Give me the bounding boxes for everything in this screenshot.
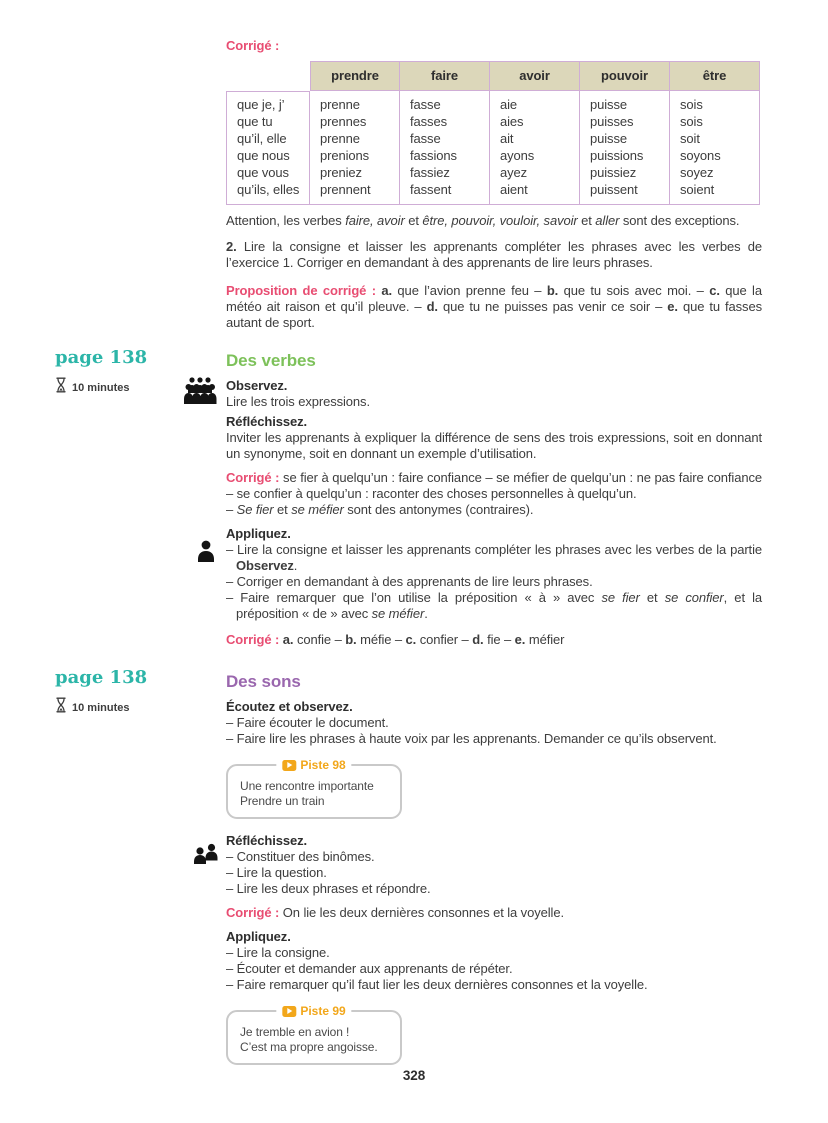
ecoutez-heading: Écoutez et observez. xyxy=(226,699,353,714)
cell: ayons xyxy=(490,148,580,165)
bullet: – Corriger en demandant à des apprenants de lire leurs phrases. xyxy=(226,574,593,589)
duration-label: 10 minutes xyxy=(72,381,130,394)
bullet: – Faire écouter le document. xyxy=(226,715,389,730)
cell: fasse xyxy=(400,91,490,114)
corrige-paragraph: Corrigé : On lie les deux dernières consonnes et la voyelle. xyxy=(226,905,564,920)
corrige-answers: Corrigé : a. confie – b. méfie – c. confier – d. fie – e. méfier xyxy=(226,632,565,647)
audio-track-box xyxy=(226,758,402,819)
section-title: Des sons xyxy=(226,672,301,691)
cell: preniez xyxy=(310,165,400,182)
cell: prenne xyxy=(310,91,400,114)
bullet: – Faire remarquer que l’on utilise la préposition « à » avec se fier et se confier, et la préposition « de » avec se méfier. xyxy=(226,590,762,621)
conjugation-table xyxy=(226,61,760,205)
row-label: qu’ils, elles xyxy=(226,182,310,205)
cell: ayez xyxy=(490,165,580,182)
cell: sois xyxy=(670,114,760,131)
bullet: – Lire les deux phrases et répondre. xyxy=(226,881,431,896)
group-activity-icon xyxy=(183,377,217,408)
observez-heading: Observez. xyxy=(226,378,288,393)
cell: soyez xyxy=(670,165,760,182)
cell: soit xyxy=(670,131,760,148)
cell: fassiez xyxy=(400,165,490,182)
cell: puisse xyxy=(580,91,670,114)
table-row xyxy=(226,114,760,131)
cell: aies xyxy=(490,114,580,131)
cell: fasses xyxy=(400,114,490,131)
empty-header-cell xyxy=(226,61,310,91)
row-label: que nous xyxy=(226,148,310,165)
proposition-paragraph: Proposition de corrigé : a. que l’avion prenne feu – b. que tu sois avec moi. – c. que la météo ait raison et qu’il pleuve. – d. que tu ne puisses pas venir ce soir – e. que tu fasses autant de sport. xyxy=(226,283,762,330)
row-label: que vous xyxy=(226,165,310,182)
attention-paragraph: Attention, les verbes faire, avoir et être, pouvoir, vouloir, savoir et aller sont des exceptions. xyxy=(226,213,740,228)
duration-label: 10 minutes xyxy=(72,701,130,714)
bullet: – Lire la consigne et laisser les apprenants compléter les phrases avec les verbes de la partie Observez. xyxy=(226,542,762,573)
piste-label xyxy=(276,1003,351,1019)
corrige-paragraph: Corrigé : se fier à quelqu’un : faire confiance – se méfier de quelqu’un : ne pas faire confiance – se confier à quelqu’un : raconter des choses personnelles à quelqu’un. xyxy=(226,470,762,501)
play-icon xyxy=(282,1006,296,1017)
cell: sois xyxy=(670,91,760,114)
cell: soyons xyxy=(670,148,760,165)
table-header-row xyxy=(226,61,760,91)
cell: prennes xyxy=(310,114,400,131)
page-number: 328 xyxy=(402,1068,426,1083)
play-icon xyxy=(282,760,296,771)
section-des-sons xyxy=(226,672,762,1065)
bullet: – Constituer des binômes. xyxy=(226,849,375,864)
col-header-prendre: prendre xyxy=(310,61,400,91)
cell: prenne xyxy=(310,131,400,148)
page-reference: page 138 xyxy=(55,667,148,688)
table-row xyxy=(226,182,760,205)
cell: puissent xyxy=(580,182,670,205)
cell: prennent xyxy=(310,182,400,205)
pair-activity-icon xyxy=(193,843,219,869)
duration-row xyxy=(55,697,205,718)
reflechissez-heading: Réfléchissez. xyxy=(226,414,308,429)
track-subtitle: Prendre un train xyxy=(240,794,325,808)
track-title: Je tremble en avion ! xyxy=(240,1025,350,1039)
table-row xyxy=(226,165,760,182)
bullet: – Écouter et demander aux apprenants de répéter. xyxy=(226,961,513,976)
track-subtitle: C’est ma propre angoisse. xyxy=(240,1040,378,1054)
cell: soient xyxy=(670,182,760,205)
corrige-label: Corrigé : xyxy=(226,38,280,53)
piste-label xyxy=(276,757,351,773)
cell: fassions xyxy=(400,148,490,165)
cell: prenions xyxy=(310,148,400,165)
table-row xyxy=(226,91,760,114)
bullet: – Lire la question. xyxy=(226,865,327,880)
item2-paragraph: 2. Lire la consigne et laisser les apprenants compléter les phrases avec les verbes de l’exercice 1. Corriger en demandant à des apprenants de lire leurs phrases. xyxy=(226,239,762,270)
col-header-avoir: avoir xyxy=(490,61,580,91)
cell: fassent xyxy=(400,182,490,205)
col-header-faire: faire xyxy=(400,61,490,91)
margin-note-sons xyxy=(55,668,205,718)
track-title: Une rencontre importante xyxy=(240,779,374,793)
hourglass-icon xyxy=(55,697,67,718)
reflechissez-body: Inviter les apprenants à expliquer la différence de sens des trois expressions, soit en donnant un synonyme, soit en donnant un exemple d’utilisation. xyxy=(226,430,762,461)
section-title: Des verbes xyxy=(226,351,316,370)
row-label: que je, j’ xyxy=(226,91,310,114)
reflechissez-heading: Réfléchissez. xyxy=(226,833,308,848)
cell: puisses xyxy=(580,114,670,131)
row-label: que tu xyxy=(226,114,310,131)
appliquez-heading: Appliquez. xyxy=(226,929,291,944)
col-header-pouvoir: pouvoir xyxy=(580,61,670,91)
bullet: – Faire lire les phrases à haute voix par les apprenants. Demander ce qu’ils observent. xyxy=(226,731,717,746)
cell: puisse xyxy=(580,131,670,148)
observez-body: Lire les trois expressions. xyxy=(226,394,370,409)
hourglass-icon xyxy=(55,377,67,398)
bullet: – Faire remarquer qu’il faut lier les deux dernières consonnes et la voyelle. xyxy=(226,977,648,992)
piste-number: Piste 99 xyxy=(300,1004,346,1018)
table-row xyxy=(226,148,760,165)
table-row xyxy=(226,131,760,148)
cell: ait xyxy=(490,131,580,148)
bullet: – Lire la consigne. xyxy=(226,945,330,960)
section-corrige-table xyxy=(226,38,762,331)
col-header-etre: être xyxy=(670,61,760,91)
page-reference: page 138 xyxy=(55,347,148,368)
audio-track-box xyxy=(226,1004,402,1065)
appliquez-heading: Appliquez. xyxy=(226,526,291,541)
cell: aie xyxy=(490,91,580,114)
individual-activity-icon xyxy=(196,540,216,566)
piste-number: Piste 98 xyxy=(300,758,346,772)
cell: puissiez xyxy=(580,165,670,182)
cell: puissions xyxy=(580,148,670,165)
cell: fasse xyxy=(400,131,490,148)
corrige-note: – Se fier et se méfier sont des antonymes (contraires). xyxy=(226,502,534,517)
section-des-verbes xyxy=(226,351,762,648)
row-label: qu’il, elle xyxy=(226,131,310,148)
cell: aient xyxy=(490,182,580,205)
